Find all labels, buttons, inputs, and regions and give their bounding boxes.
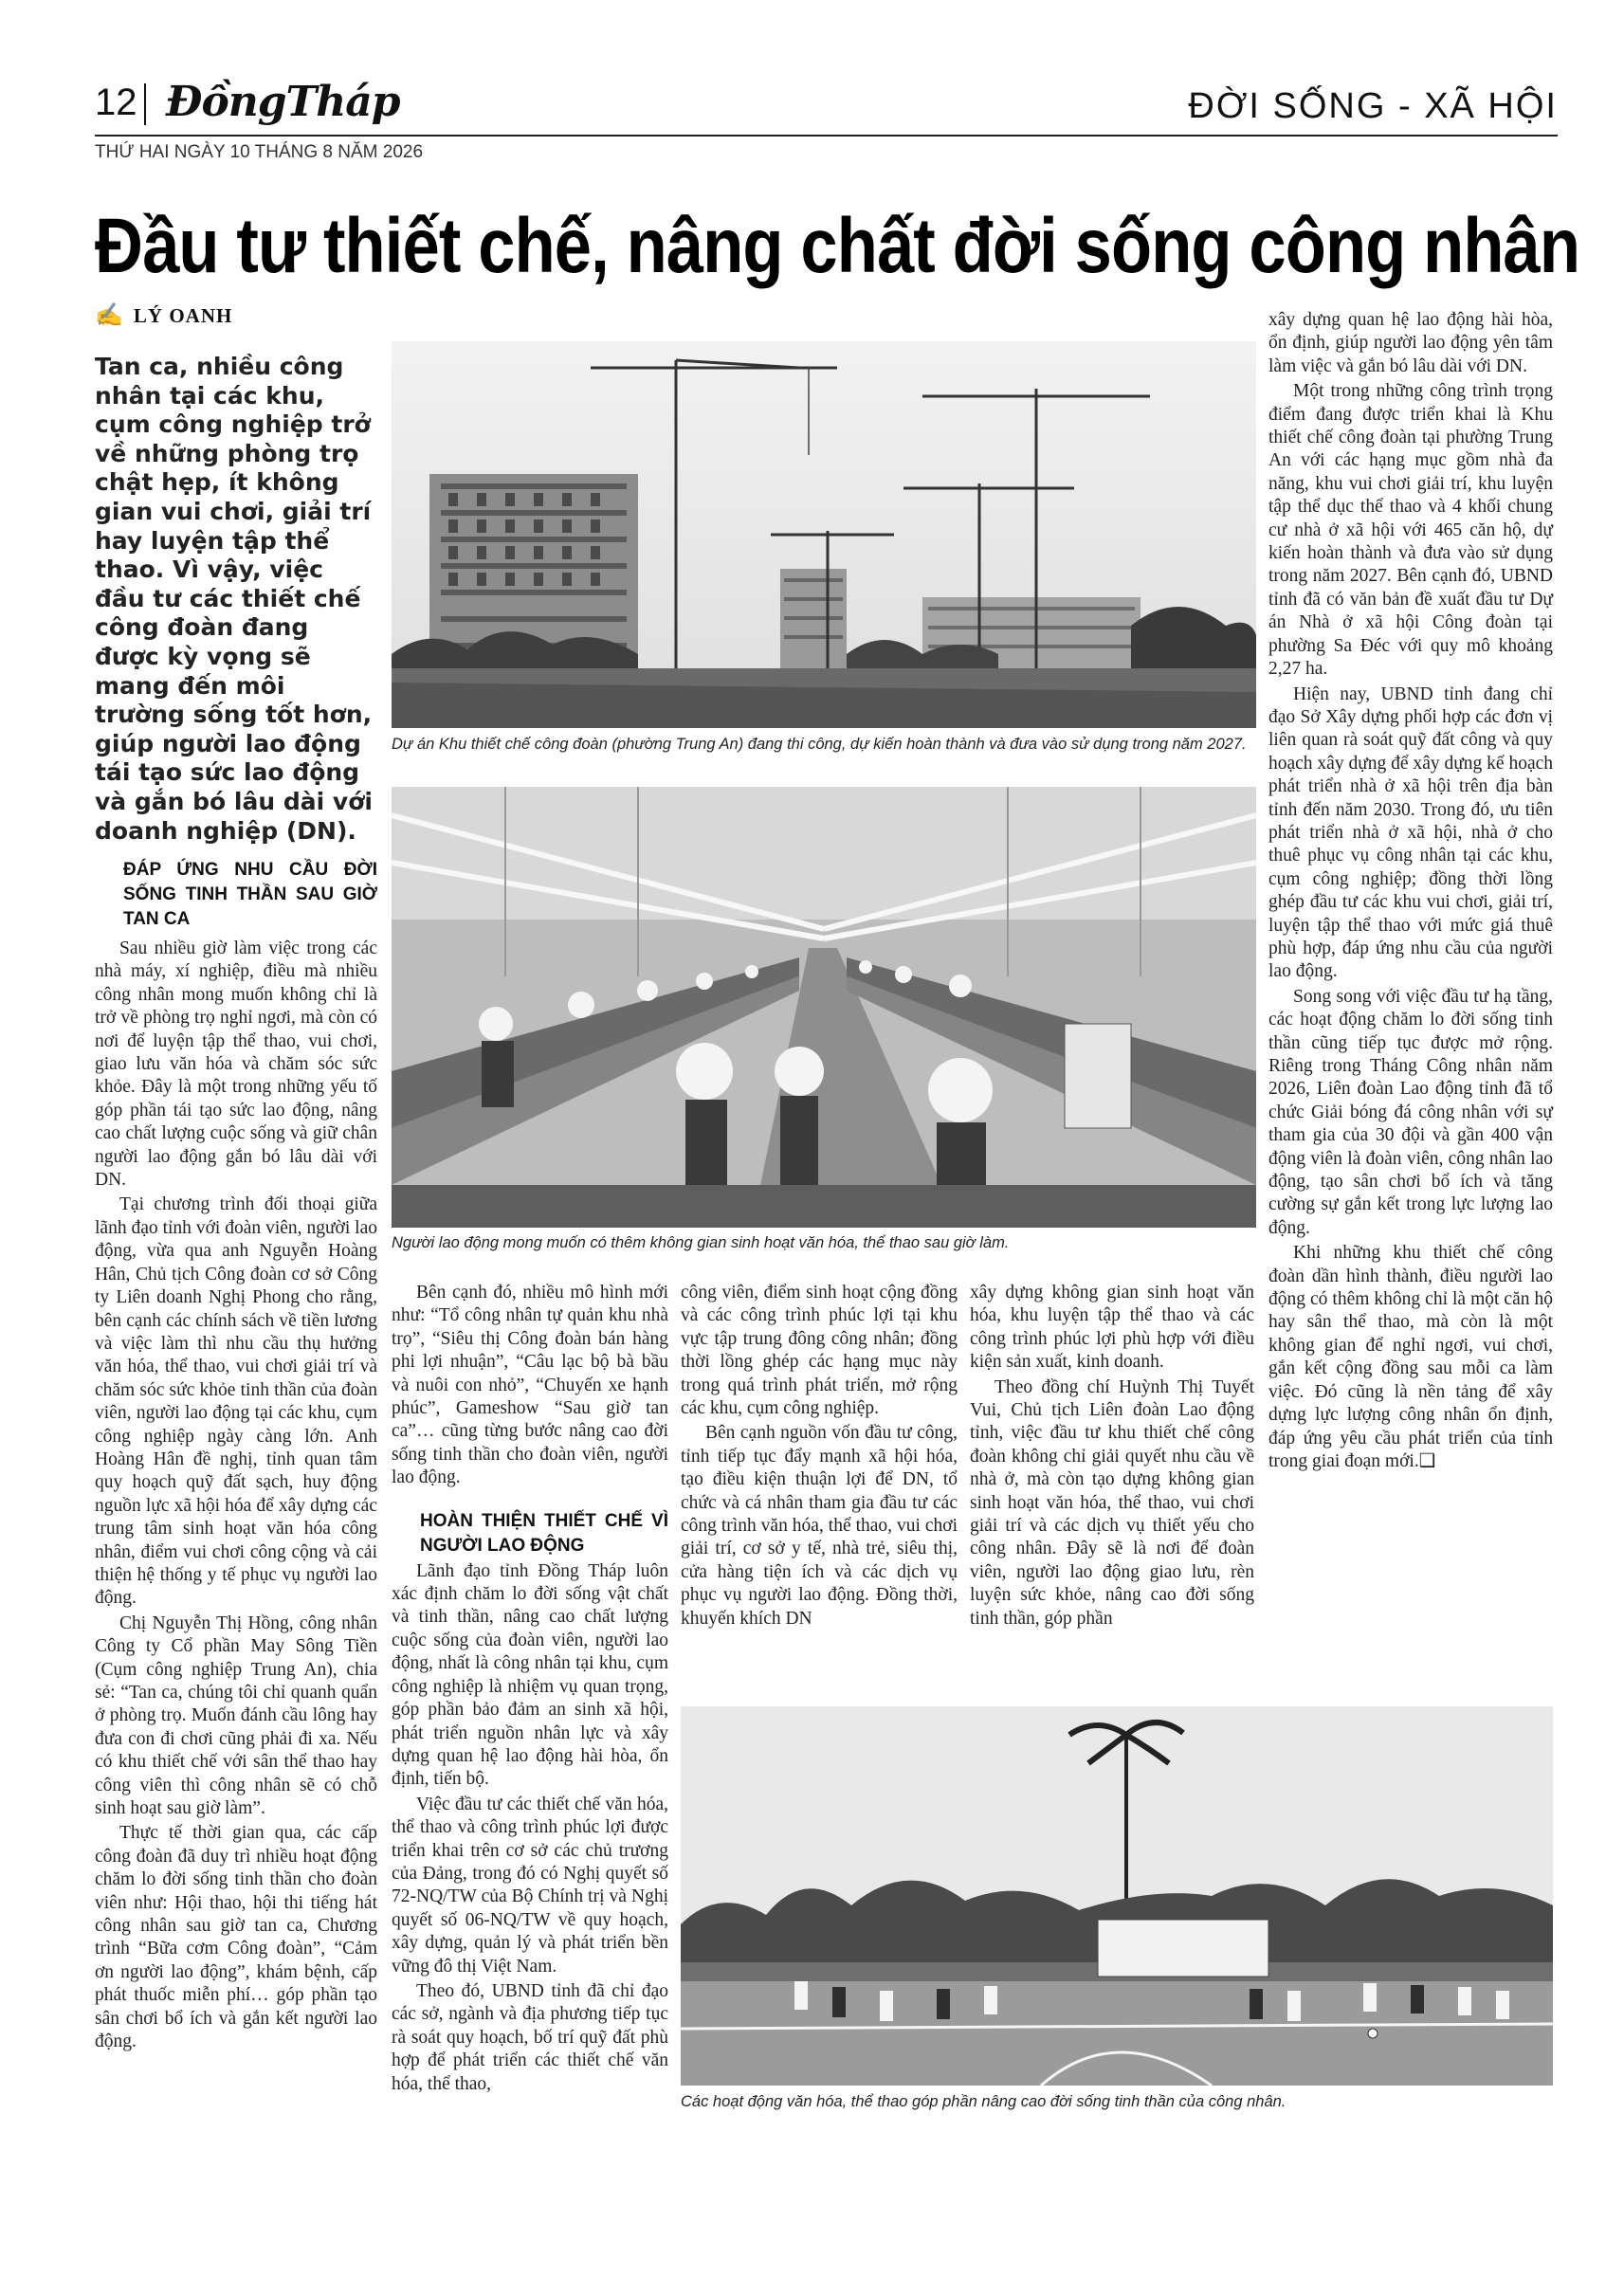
subhead-2: HOÀN THIỆN THIẾT CHẾ VÌ NGƯỜI LAO ĐỘNG bbox=[420, 1510, 668, 1556]
photo-football bbox=[681, 1706, 1553, 2086]
paragraph: Song song với việc đầu tư hạ tầng, các hoạt động chăm lo đời sống tinh thần cũng tiếp tục được mở rộng. Riêng trong Tháng Công nhân năm 2026, Liên đoàn Lao động tỉnh đã tổ chức Giải bóng đá công nhân với sự tham gia của 30 đội và gần 400 vận động viên là đoàn viên, công nhân lao động, tạo sân chơi bổ ích và tăng cường sự gắn kết trong lực lượng lao động. bbox=[1268, 986, 1553, 1238]
paragraph: Lãnh đạo tỉnh Đồng Tháp luôn xác định chăm lo đời sống vật chất và tinh thần, nâng cao chất lượng cuộc sống của đoàn viên, người lao động, nhất là công nhân tại khu, cụm công nghiệp là nhiệm vụ quan trọng, góp phần bảo đảm an sinh xã hội, phát triển nguồn nhân lực và xây dựng quan hệ lao động hài hòa, ổn định, tiến bộ. bbox=[392, 1560, 668, 1790]
paragraph: Hiện nay, UBND tỉnh đang chỉ đạo Sở Xây dựng phối hợp các đơn vị liên quan rà soát quỹ đất công và quy hoạch xây dựng để xây dựng kế hoạch phát triển nhà ở xã hội trên địa bàn tỉnh đến năm 2030. Trong đó, ưu tiên phát triển nhà ở xã hội, nhà ở cho thuê phục vụ công nhân tại các khu, cụm công nghiệp; đồng thời lồng ghép đầu tư các khu vui chơi, giải trí, luyện tập thể thao với mức giá thuê phù hợp, đáp ứng nhu cầu của người lao động. bbox=[1268, 683, 1554, 982]
paragraph: Bên cạnh nguồn vốn đầu tư công, tỉnh tiếp tục đẩy mạnh xã hội hóa, tạo điều kiện thuận lợi để DN, tổ chức và cá nhân tham gia đầu tư các công trình văn hóa, thể thao, vui chơi giải trí, cơ sở y tế, nhà trẻ, siêu thị, cửa hàng tiện ích và các dịch vụ phục vụ người lao động. Đồng thời, khuyến khích DN bbox=[681, 1423, 958, 1629]
paragraph: Bên cạnh đó, nhiều mô hình mới như: “Tổ công nhân tự quản khu nhà trọ”, “Siêu thị Công đoàn bán hàng phi lợi nhuận”, “Câu lạc bộ bà bầu và nuôi con nhỏ”, “Chuyến xe hạnh phúc”, Gameshow “Sau giờ tan ca”… cũng từng bước nâng cao đời sống tinh thần cho đoàn viên, người lao động. bbox=[392, 1283, 668, 1488]
paragraph: Việc đầu tư các thiết chế văn hóa, thể thao và công trình phúc lợi được triển khai trên cơ sở các chủ trương của Đảng, trong đó có Nghị quyết số 72-NQ/TW của Bộ Chính trị và Nghị quyết số 06-NQ/TW về quy hoạch, xây dựng, quản lý và phát triển bền vững đô thị Việt Nam. bbox=[392, 1794, 668, 1977]
paragraph: công viên, điểm sinh hoạt cộng đồng và các công trình phúc lợi tại khu vực tập trung đông công nhân; đồng thời lồng ghép các hạng mục này trong quá trình phát triển, mở rộng các khu, cụm công nghiệp. bbox=[681, 1283, 958, 1419]
lead-paragraph: Tan ca, nhiều công nhân tại các khu, cụm công nghiệp trở về những phòng trọ chật hẹp, ít không gian vui chơi, giải trí hay luyện tập thể thao. Vì vậy, việc đầu tư các thiết chế công đoàn đang được kỳ vọng sẽ mang đến môi trường sống tốt hơn, giúp người lao động tái tạo sức lao động và gắn bó lâu dài với doanh nghiệp (DN). bbox=[95, 353, 373, 845]
pen-icon: ✍ bbox=[95, 303, 124, 328]
byline bbox=[95, 301, 232, 329]
column-1 bbox=[95, 858, 377, 2056]
paragraph: Theo đồng chí Huỳnh Thị Tuyết Vui, Chủ tịch Liên đoàn Lao động tỉnh, việc đầu tư khu thiết chế công đoàn không chỉ giải quyết nhu cầu về nhà ở, mà còn tạo dựng không gian sinh hoạt văn hóa, thể thao, vui chơi giải trí và các dịch vụ thiết yếu cho công nhân. Đây sẽ là nơi để đoàn viên, người lao động giao lưu, rèn luyện sức khỏe, nâng cao đời sống tinh thần, góp phần bbox=[970, 1376, 1254, 1629]
masthead-logo: ĐồngTháp bbox=[166, 78, 400, 126]
paragraph: xây dựng không gian sinh hoạt văn hóa, khu luyện tập thể thao và các công trình phúc lợi phù hợp với điều kiện sản xuất, kinh doanh. bbox=[970, 1283, 1254, 1373]
author-name: LÝ OANH bbox=[133, 304, 233, 327]
photo-caption-3: Các hoạt động văn hóa, thể thao góp phần nâng cao đời sống tinh thần của công nhân. bbox=[681, 2093, 1286, 2110]
header-divider bbox=[144, 83, 146, 125]
column-3 bbox=[681, 1282, 958, 1632]
paragraph: Một trong những công trình trọng điểm đang được triển khai là Khu thiết chế công đoàn tại phường Trung An với các hạng mục gồm nhà đa năng, khu vui chơi giải trí, khu luyện tập thể dục thể thao và 4 khối chung cư nhà ở xã hội với 465 căn hộ, dự kiến hoàn thành và đưa vào sử dụng trong năm 2027. Bên cạnh đó, UBND tỉnh đã có văn bản đề xuất đầu tư Dự án Nhà ở xã hội Công đoàn tại phường Sa Đéc với quy mô khoảng 2,27 ha. bbox=[1268, 381, 1553, 680]
closing-text: Khi những khu thiết chế công đoàn dần hình thành, điều người lao động có thêm không chỉ là một căn hộ hay sân thể thao, mà còn là một không gian để nghỉ ngơi, vui chơi, gắn kết cộng đồng sau mỗi ca làm việc. Đó cũng là nền tảng để xây dựng lực lượng công nhân ổn định, đáp ứng yêu cầu phát triển của tỉnh trong giai đoạn mới. bbox=[1268, 1243, 1553, 1471]
column-2 bbox=[392, 1282, 668, 2098]
paragraph: Theo đó, UBND tỉnh đã chỉ đạo các sở, ngành và địa phương tiếp tục rà soát quy hoạch, bố trí quỹ đất phù hợp để phát triển các thiết chế văn hóa, thể thao, bbox=[392, 1980, 668, 2094]
paragraph: Sau nhiều giờ làm việc trong các nhà máy, xí nghiệp, điều mà nhiều công nhân mong muốn không chỉ là trở về phòng trọ nghỉ ngơi, mà còn có nơi để luyện tập thể thao, vui chơi, giao lưu văn hóa và chăm sóc sức khỏe. Đây là một trong những yếu tố góp phần tái tạo sức lao động, nâng cao chất lượng cuộc sống và giữ chân người lao động gắn bó lâu dài với DN. bbox=[95, 938, 377, 1191]
photo-caption-1: Dự án Khu thiết chế công đoàn (phường Trung An) đang thi công, dự kiến hoàn thành và đưa vào sử dụng trong năm 2027. bbox=[392, 736, 1247, 753]
paragraph: xây dựng quan hệ lao động hài hòa, ổn định, giúp người lao động yên tâm làm việc và gắn bó lâu dài với DN. bbox=[1268, 310, 1553, 376]
header-rule bbox=[95, 135, 1558, 137]
paragraph: Chị Nguyễn Thị Hồng, công nhân Công ty Cổ phần May Sông Tiền (Cụm công nghiệp Trung An), chia sẻ: “Tan ca, chúng tôi chỉ quanh quẩn ở phòng trọ. Muốn đánh cầu lông hay đưa con đi chơi cũng phải đi xa. Nếu có khu thiết chế với sân thể thao hay công viên thì công nhân sẽ có chỗ sinh hoạt sau giờ làm”. bbox=[95, 1613, 377, 1819]
column-4 bbox=[970, 1282, 1254, 1632]
paragraph bbox=[1268, 1242, 1553, 1473]
paragraph: Thực tế thời gian qua, các cấp công đoàn đã duy trì nhiều hoạt động chăm lo đời sống tinh thần cho đoàn viên như: Hội thao, hội thi tiếng hát công nhân sau giờ tan ca, Chương trình “Bữa cơm Công đoàn”, “Cảm ơn người lao động”, khám bệnh, cấp phát thuốc miễn phí… góp phần tạo sân chơi bổ ích và gắn kết người lao động. bbox=[95, 1823, 377, 2052]
photo-construction bbox=[392, 341, 1256, 728]
photo-factory bbox=[392, 787, 1256, 1228]
end-mark-icon: ❑ bbox=[1418, 1450, 1436, 1471]
subhead-1: ĐÁP ỨNG NHU CẦU ĐỜI SỐNG TINH THẦN SAU GIỜ TAN CA bbox=[123, 860, 377, 929]
page-number: 12 bbox=[95, 82, 137, 123]
paragraph: Tại chương trình đối thoại giữa lãnh đạo tỉnh với đoàn viên, người lao động, vừa qua anh Nguyễn Hoàng Hân, Chủ tịch Công đoàn cơ sở Công ty Liên doanh Nghị Phong cho rằng, bên cạnh các chính sách về tiền lương và việc làm thì nhu cầu thụ hưởng văn hóa, thể thao, vui chơi giải trí và chăm sóc sức khỏe tinh thần của đoàn viên, người lao động tại các khu, cụm công nghiệp ngày càng lớn. Anh Hoàng Hân đề nghị, tỉnh quan tâm quy hoạch quỹ đất sạch, huy động nguồn lực xã hội hóa để xây dựng các trung tâm sinh hoạt văn hóa công nhân, điểm vui chơi công cộng và cải thiện hệ thống y tế phục vụ người lao động. bbox=[95, 1194, 377, 1609]
photo-caption-2: Người lao động mong muốn có thêm không gian sinh hoạt văn hóa, thể thao sau giờ làm. bbox=[392, 1234, 1010, 1251]
column-5 bbox=[1268, 309, 1553, 1475]
issue-date: THỨ HAI NGÀY 10 THÁNG 8 NĂM 2026 bbox=[95, 142, 424, 162]
section-title: ĐỜI SỐNG - XÃ HỘI bbox=[1188, 86, 1558, 126]
headline: Đầu tư thiết chế, nâng chất đời sống công nhân bbox=[95, 203, 1580, 289]
